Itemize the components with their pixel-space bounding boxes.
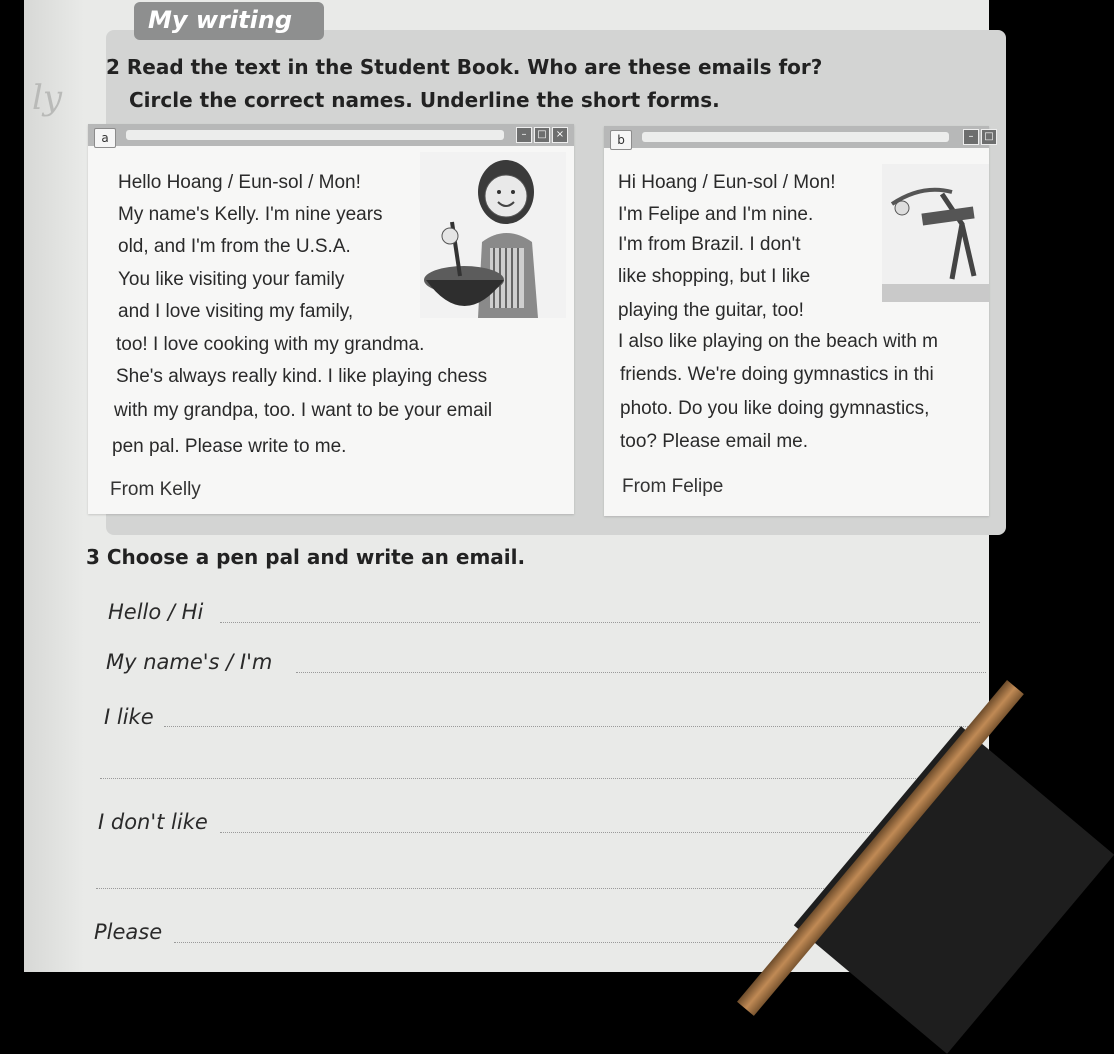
minimize-icon: – bbox=[516, 127, 532, 143]
exercise-3-heading: 3 Choose a pen pal and write an email. bbox=[86, 545, 526, 569]
email-b-titlebar bbox=[604, 126, 994, 148]
maximize-icon: □ bbox=[534, 127, 550, 143]
email-a-line-7: She's always really kind. I like playing chess bbox=[116, 366, 488, 387]
email-a-signoff: From Kelly bbox=[110, 479, 201, 500]
email-a-line-3: old, and I'm from the U.S.A. bbox=[118, 236, 351, 257]
section-title: My writing bbox=[148, 6, 293, 34]
writing-line-3[interactable] bbox=[164, 726, 984, 727]
exercise-2-instruction-2: Circle the correct names. Underline the short forms. bbox=[129, 88, 720, 112]
email-a-line-6: too! I love cooking with my grandma. bbox=[116, 334, 425, 355]
email-a bbox=[88, 124, 574, 514]
email-a-line-5: and I love visiting my family, bbox=[118, 301, 354, 322]
minimize-icon: – bbox=[963, 129, 979, 145]
email-b-line-9: too? Please email me. bbox=[620, 431, 808, 452]
email-b-line-6: I also like playing on the beach with m bbox=[618, 331, 939, 352]
email-a-line-2: My name's Kelly. I'm nine years bbox=[118, 204, 383, 225]
email-a-titlebar bbox=[88, 124, 574, 146]
email-b-label: b bbox=[610, 130, 632, 150]
exercise-2-instruction-1: 2 Read the text in the Student Book. Who are these emails for? bbox=[106, 55, 823, 79]
email-a-line-4: You like visiting your family bbox=[118, 269, 345, 290]
email-b-line-7: friends. We're doing gymnastics in thi bbox=[620, 364, 934, 385]
prompt-i-dont-like: I don't like bbox=[98, 810, 208, 834]
email-a-line-8: with my grandpa, too. I want to be your email bbox=[114, 400, 493, 421]
email-b-line-2: I'm Felipe and I'm nine. bbox=[618, 204, 814, 225]
prompt-please: Please bbox=[94, 920, 163, 944]
writing-line-4[interactable] bbox=[100, 778, 960, 779]
email-a-line-9: pen pal. Please write to me. bbox=[112, 436, 347, 457]
handwritten-mark-icon: ly bbox=[32, 78, 63, 118]
email-b bbox=[604, 126, 994, 516]
prompt-my-name: My name's / I'm bbox=[106, 650, 273, 674]
page-binding-shade bbox=[24, 0, 84, 972]
writing-line-6[interactable] bbox=[96, 888, 896, 889]
writing-line-5[interactable] bbox=[220, 832, 940, 833]
email-b-line-1: Hi Hoang / Eun-sol / Mon! bbox=[618, 172, 836, 193]
girl-cooking-illustration bbox=[420, 152, 566, 318]
workbook-page bbox=[24, 0, 994, 972]
email-b-line-5: playing the guitar, too! bbox=[618, 300, 804, 321]
writing-line-7[interactable] bbox=[174, 942, 874, 943]
prompt-i-like: I like bbox=[104, 705, 154, 729]
email-a-line-1: Hello Hoang / Eun-sol / Mon! bbox=[118, 172, 361, 193]
prompt-hello: Hello / Hi bbox=[108, 600, 204, 624]
writing-line-1[interactable] bbox=[220, 622, 980, 623]
email-b-line-3: I'm from Brazil. I don't bbox=[618, 234, 801, 255]
email-b-line-8: photo. Do you like doing gymnastics, bbox=[620, 398, 930, 419]
email-a-label: a bbox=[94, 128, 116, 148]
email-b-line-4: like shopping, but I like bbox=[618, 266, 811, 287]
maximize-icon: □ bbox=[981, 129, 997, 145]
writing-line-2[interactable] bbox=[296, 672, 986, 673]
close-icon: × bbox=[552, 127, 568, 143]
boy-gymnastics-illustration bbox=[882, 164, 989, 302]
section-tab bbox=[134, 2, 324, 40]
email-b-signoff: From Felipe bbox=[622, 476, 724, 497]
